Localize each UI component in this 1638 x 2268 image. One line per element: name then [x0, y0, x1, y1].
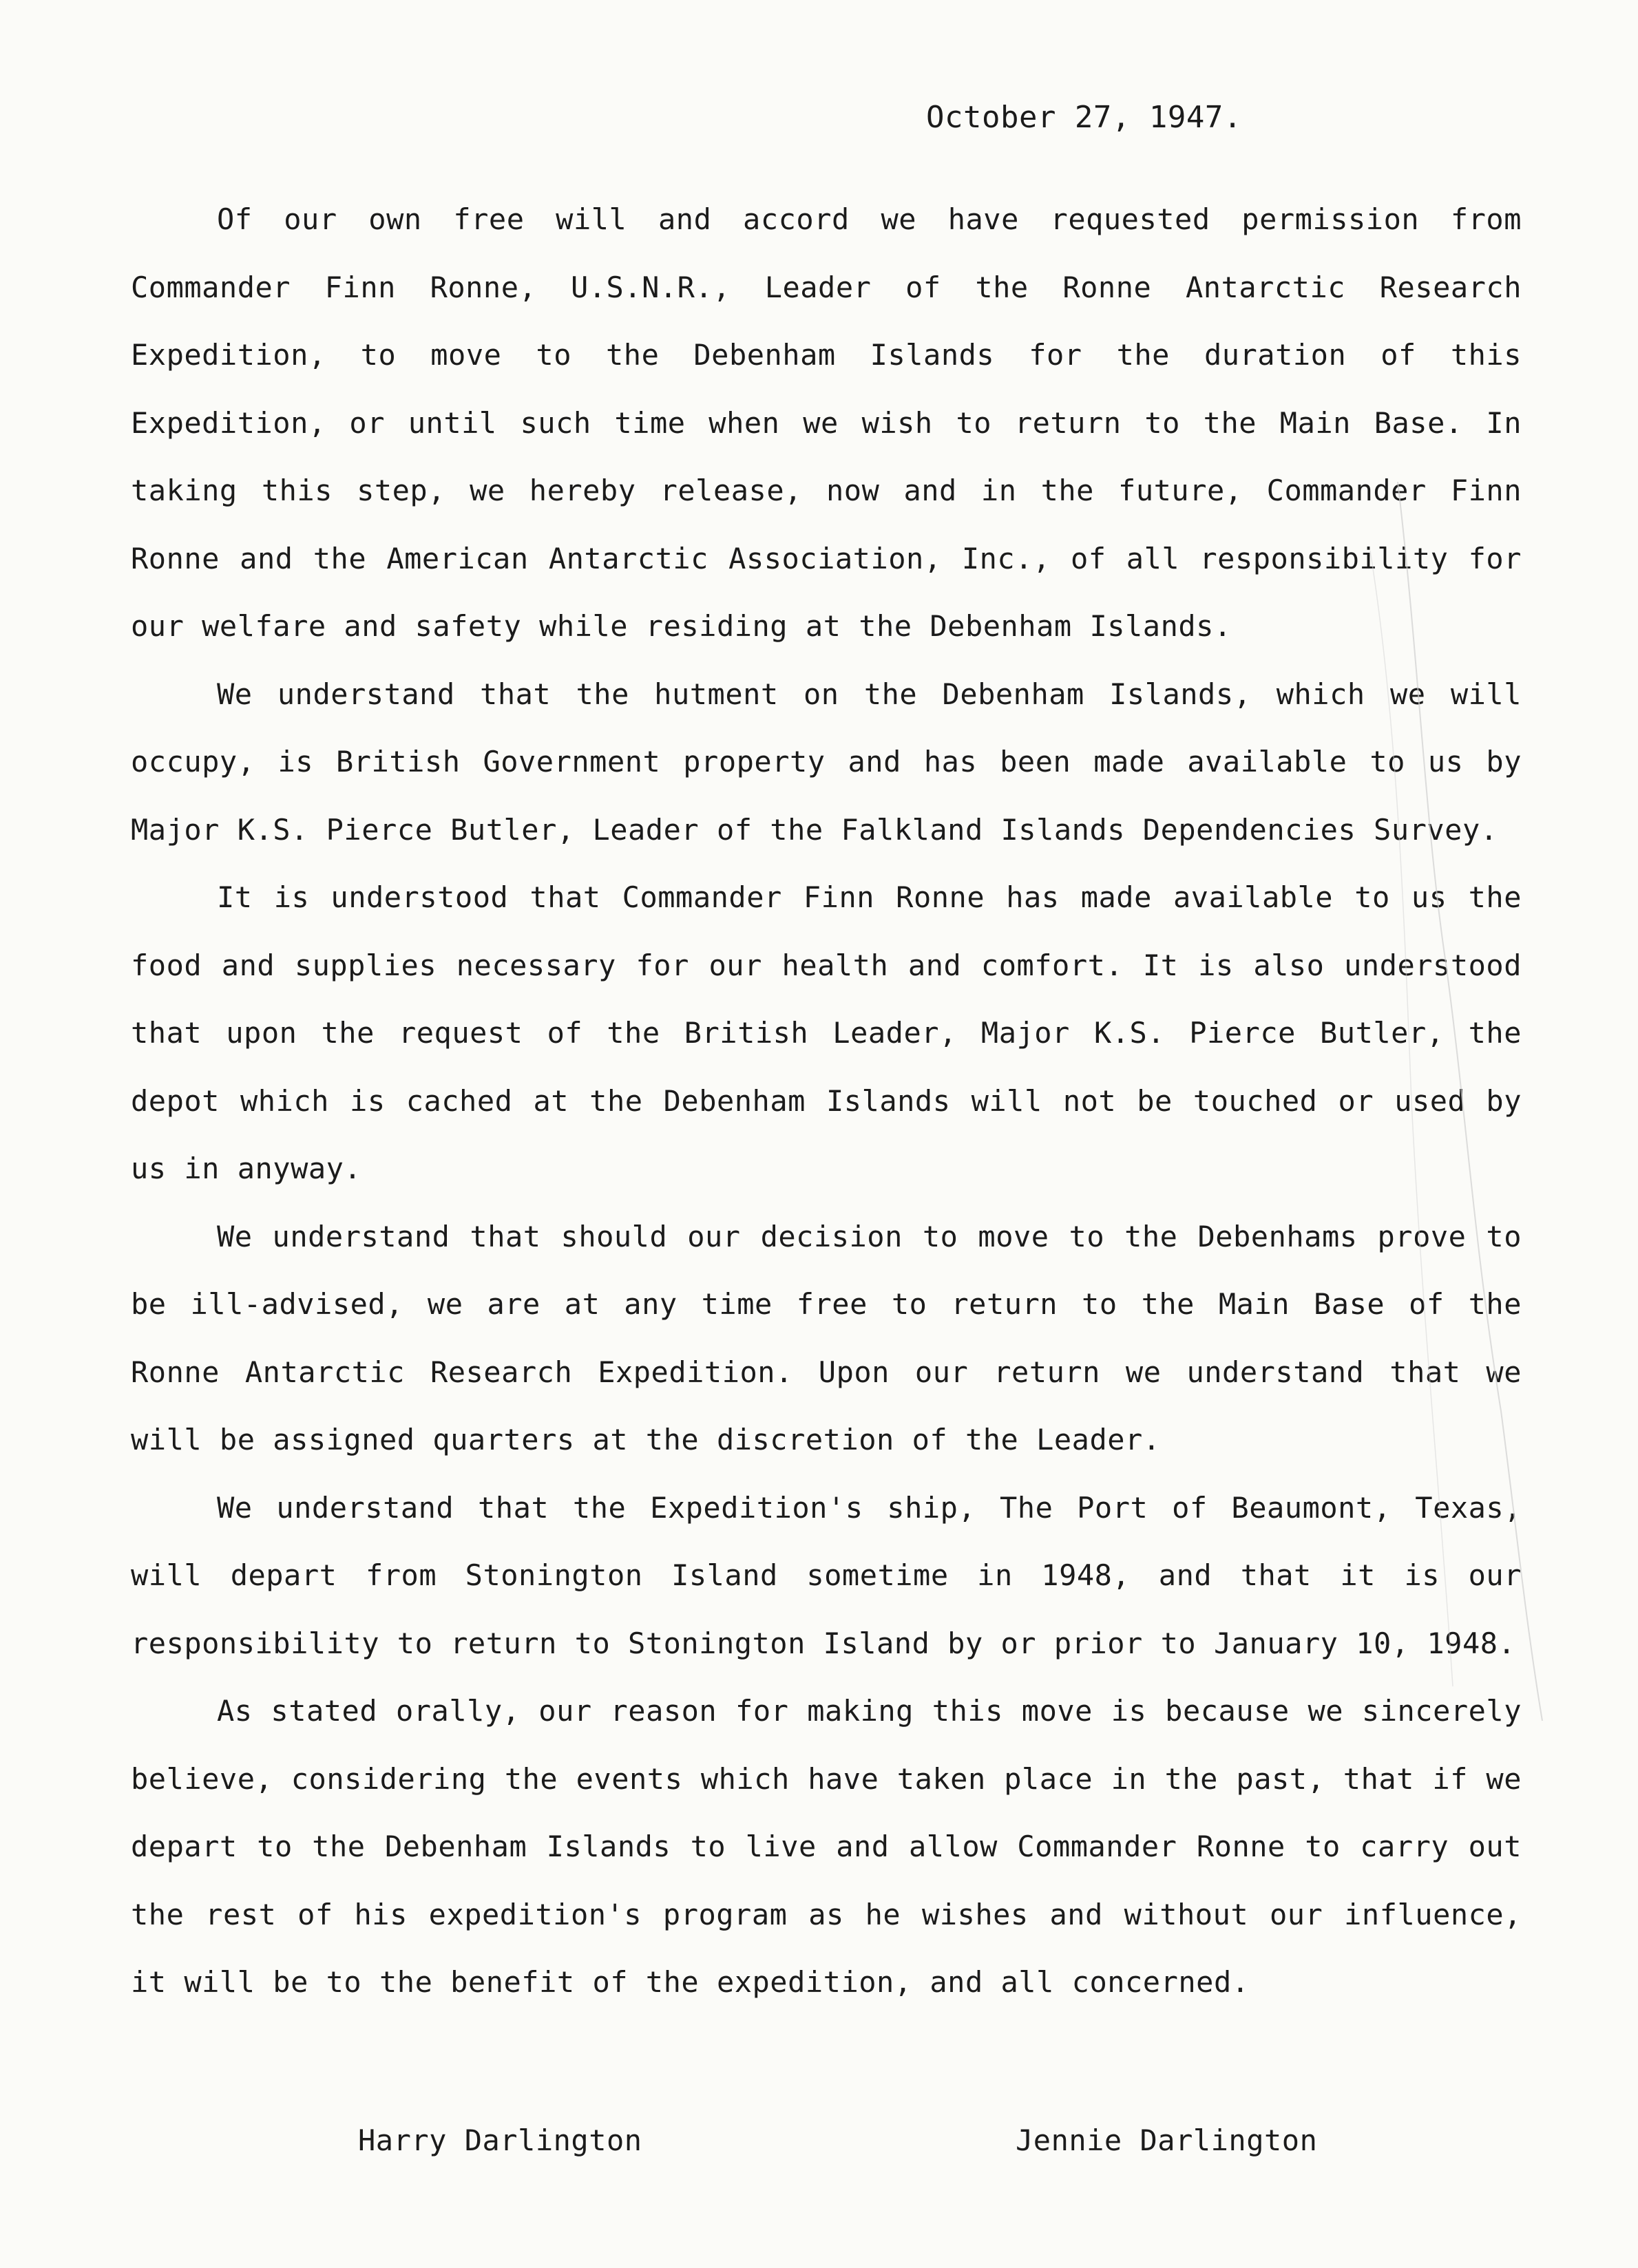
- paragraph-hutment: We understand that the hutment on the Debenham Islands, which we will occupy, is British Government property and has been made available to us by Major K.S. Pierce Butler, Leader of the Falkland Islands Dependencies Survey.: [131, 677, 1522, 847]
- signature-harry: Harry Darlington: [358, 2123, 642, 2157]
- paragraph-ship: We understand that the Expedition's ship, The Port of Beaumont, Texas, will depart from Stonington Island sometime in 1948, and that it is our responsibility to return to Stonington Island by or prior to January 10, 1948.: [131, 1490, 1522, 1660]
- paragraph-reason: As stated orally, our reason for making this move is because we sincerely believe, considering the events which have taken place in the past, that if we depart to the Debenham Islands to live and allow Commander Ronne to carry out the rest of his expedition's program as he wishes and without our influence, it will be to the benefit of the expedition, and all concerned.: [131, 1694, 1522, 1999]
- paragraph-supplies: It is understood that Commander Finn Ronne has made available to us the food and supplies necessary for our health and comfort. It is also understood that upon the request of the British Leader, Major K.S. Pierce Butler, the depot which is cached at the Debenham Islands will not be touched or used by us in anyway.: [131, 880, 1522, 1185]
- letter-date: October 27, 1947.: [926, 100, 1242, 135]
- letter-body: [131, 186, 1522, 2017]
- signature-jennie: Jennie Darlington: [1016, 2123, 1318, 2157]
- paragraph-release: Of our own free will and accord we have requested permission from Commander Finn Ronne, U.S.N.R., Leader of the Ronne Antarctic Research Expedition, to move to the Debenham Islands for the duration of this Expedition, or until such time when we wish to return to the Main Base. In taking this step, we hereby release, now and in the future, Commander Finn Ronne and the American Antarctic Association, Inc., of all responsibility for our welfare and safety while residing at the Debenham Islands.: [131, 202, 1522, 643]
- paragraph-return: We understand that should our decision to move to the Debenhams prove to be ill-advised, we are at any time free to return to the Main Base of the Ronne Antarctic Research Expedition. Upon our return we understand that we will be assigned quarters at the discretion of the Leader.: [131, 1219, 1522, 1456]
